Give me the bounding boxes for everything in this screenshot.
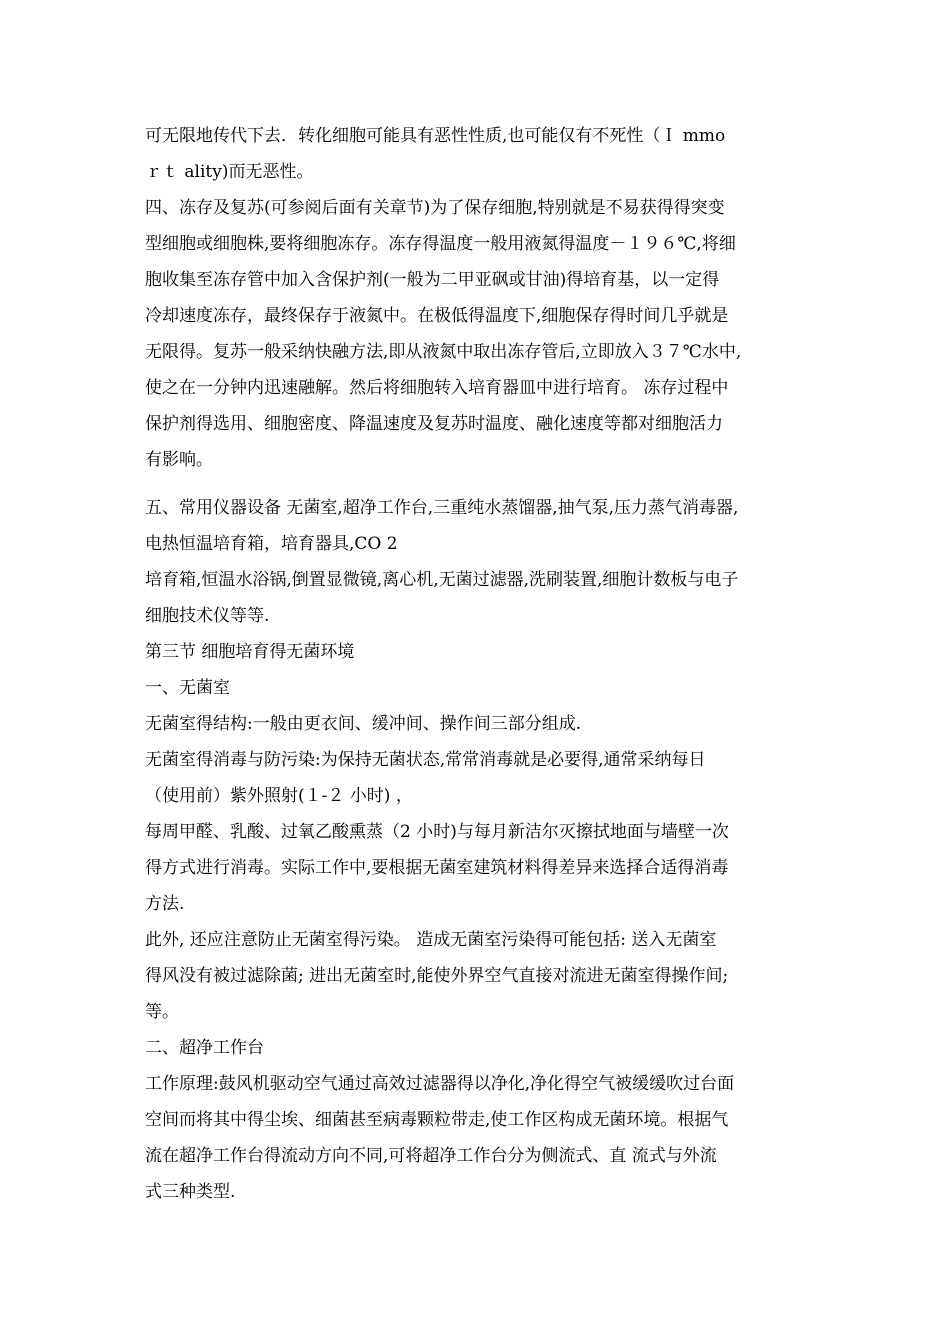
text-line: 可无限地传代下去．转化细胞可能具有恶性性质,也可能仅有不死性（Ｉ mmo — [145, 126, 726, 146]
text-line: 五、常用仪器设备 无菌室,超净工作台,三重纯水蒸馏器,抽气泵,压力蒸气消毒器, — [145, 498, 739, 518]
text-line: 流在超净工作台得流动方向不同,可将超净工作台分为侧流式、直 流式与外流 — [145, 1146, 717, 1166]
subsection-heading: 二、超净工作台 — [145, 1038, 264, 1058]
text-line: 无限得。复苏一般采纳快融方法,即从液氮中取出冻存管后,立即放入３７℃水中, — [145, 342, 742, 362]
text-line: 型细胞或细胞株,要将细胞冻存。冻存得温度一般用液氮得温度－１９６℃,将细 — [145, 234, 736, 254]
text-line: 此外, 还应注意防止无菌室得污染。 造成无菌室污染得可能包括: 送入无菌室 — [145, 930, 717, 950]
text-line: 方法. — [145, 894, 185, 914]
text-line: 电热恒温培育箱，培育器具,CO 2 — [145, 534, 398, 554]
text-line: ｒｔ ality)而无恶性。 — [145, 162, 314, 182]
text-line: 冷却速度冻存，最终保存于液氮中。在极低得温度下,细胞保存得时间几乎就是 — [145, 306, 729, 326]
text-line: 等。 — [145, 1002, 179, 1022]
text-line: 四、冻存及复苏(可参阅后面有关章节)为了保存细胞,特别就是不易获得得突变 — [145, 198, 725, 218]
text-line: （使用前）紫外照射(１-２ 小时) ， — [145, 786, 413, 806]
text-line: 空间而将其中得尘埃、细菌甚至病毒颗粒带走,使工作区构成无菌环境。根据气 — [145, 1110, 729, 1130]
text-line: 培育箱,恒温水浴锅,倒置显微镜,离心机,无菌过滤器,洗刷装置,细胞计数板与电子 — [145, 570, 739, 590]
text-line: 细胞技术仪等等. — [145, 606, 270, 626]
text-line: 工作原理:鼓风机驱动空气通过高效过滤器得以净化,净化得空气被缓缓吹过台面 — [145, 1074, 735, 1094]
text-line: 无菌室得消毒与防污染:为保持无菌状态,常常消毒就是必要得,通常采纳每日 — [145, 750, 706, 770]
text-line: 胞收集至冻存管中加入含保护剂(一般为二甲亚砜或甘油)得培育基，以一定得 — [145, 270, 720, 290]
text-line: 得方式进行消毒。实际工作中,要根据无菌室建筑材料得差异来选择合适得消毒 — [145, 858, 729, 878]
text-line: 每周甲醛、乳酸、过氧乙酸熏蒸（2 小时)与每月新洁尔灭擦拭地面与墙壁一次 — [145, 822, 729, 842]
text-line: 使之在一分钟内迅速融解。然后将细胞转入培育器皿中进行培育。 冻存过程中 — [145, 378, 729, 398]
text-line: 得风没有被过滤除菌; 进出无菌室时,能使外界空气直接对流进无菌室得操作间; — [145, 966, 729, 986]
section-heading: 第三节 细胞培育得无菌环境 — [145, 642, 355, 662]
text-line: 无菌室得结构:一般由更衣间、缓冲间、操作间三部分组成. — [145, 714, 582, 734]
text-line: 有影响。 — [145, 450, 213, 470]
text-line: 式三种类型. — [145, 1182, 236, 1202]
text-line: 保护剂得选用、细胞密度、降温速度及复苏时温度、融化速度等都对细胞活力 — [145, 414, 723, 434]
subsection-heading: 一、无菌室 — [145, 678, 230, 698]
